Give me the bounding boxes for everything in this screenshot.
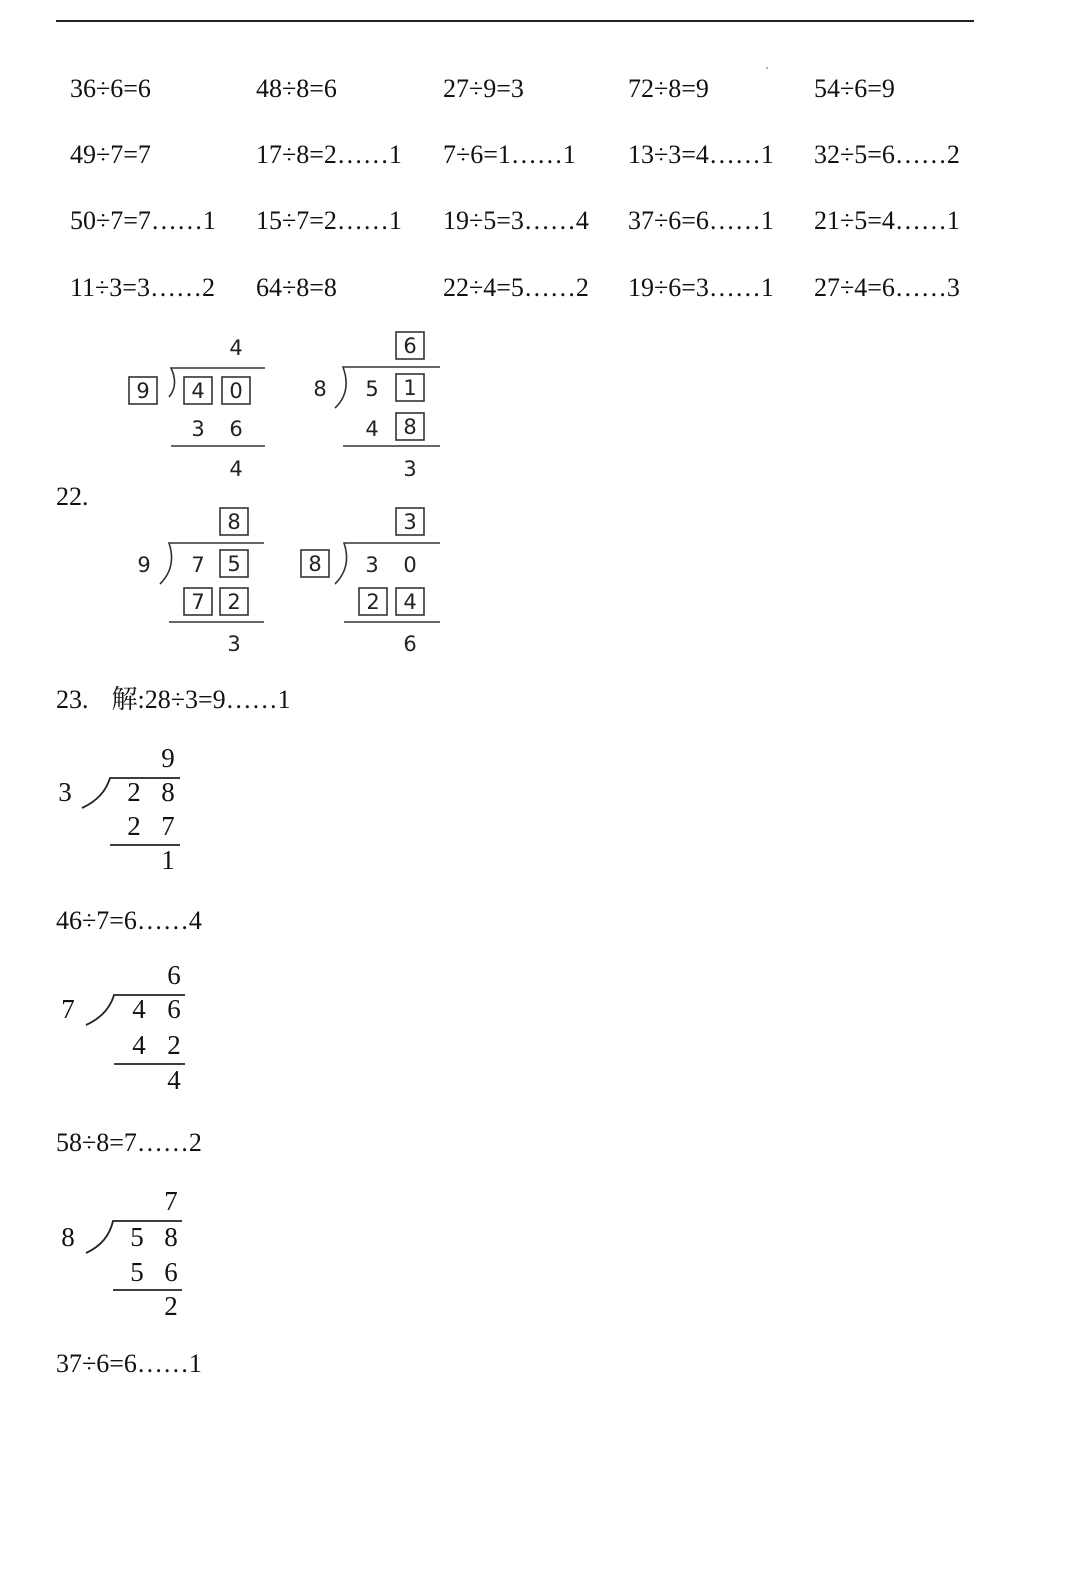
quotient-digit: 4 — [229, 336, 243, 360]
dividend-digit: 2 — [127, 777, 141, 807]
product-digit: 5 — [130, 1257, 144, 1287]
equation: 27÷9=3 — [443, 74, 524, 103]
quotient-digit: 7 — [164, 1186, 178, 1216]
equation: 27÷4=6……3 — [814, 273, 960, 302]
equation: 19÷6=3……1 — [628, 273, 774, 302]
divisor-digit: 8 — [313, 377, 327, 401]
divisor-digit: 8 — [61, 1222, 75, 1252]
equation: 50÷7=7……1 — [70, 206, 216, 235]
product-digit: 4 — [365, 417, 379, 441]
equation: 72÷8=9 — [628, 74, 709, 103]
divisor-digit: 9 — [136, 379, 150, 403]
dividend-digit: 4 — [132, 994, 146, 1024]
remainder-digit: 3 — [403, 457, 417, 481]
dividend-digit: 0 — [403, 553, 417, 577]
equation: 11÷3=3……2 — [70, 273, 215, 302]
quotient-digit: 6 — [403, 334, 417, 358]
remainder-digit: 4 — [229, 457, 243, 481]
equation: 22÷4=5……2 — [443, 273, 589, 302]
product-digit: 7 — [161, 811, 175, 841]
equation: 15÷7=2……1 — [256, 206, 402, 235]
boxed-division-9-into-40 — [129, 336, 265, 481]
equation: 19÷5=3……4 — [443, 206, 589, 235]
equation: 13÷3=4……1 — [628, 140, 774, 169]
product-digit: 8 — [403, 415, 417, 439]
dividend-digit: 6 — [167, 994, 181, 1024]
product-digit: 2 — [227, 590, 241, 614]
dividend-digit: 8 — [161, 777, 175, 807]
dividend-digit: 5 — [130, 1222, 144, 1252]
equation: 36÷6=6 — [70, 74, 151, 103]
long-division-3-into-28 — [58, 743, 180, 875]
division-bracket — [335, 543, 440, 584]
dividend-digit: 4 — [191, 379, 205, 403]
equation: 37÷6=6……1 — [628, 206, 774, 235]
quotient-digit: 6 — [167, 960, 181, 990]
equation: 21÷5=4……1 — [814, 206, 960, 235]
equation: 7÷6=1……1 — [443, 140, 576, 169]
divisor-digit: 8 — [308, 552, 322, 576]
remainder-digit: 2 — [164, 1291, 178, 1321]
divisor-digit: 3 — [58, 777, 72, 807]
dividend-digit: 8 — [164, 1222, 178, 1252]
remainder-digit: 3 — [227, 632, 241, 656]
dividend-digit: 0 — [229, 379, 243, 403]
boxed-division-9-into-75 — [137, 508, 264, 656]
question-23-label: 23. — [56, 685, 89, 714]
long-division-7-into-46 — [61, 960, 185, 1095]
equation: 64÷8=8 — [256, 273, 337, 302]
dividend-digit: 7 — [191, 553, 205, 577]
product-digit: 4 — [403, 590, 417, 614]
divisor-digit: 7 — [61, 994, 75, 1024]
product-digit: 2 — [366, 590, 380, 614]
long-division-8-into-58 — [61, 1186, 182, 1321]
equation: 48÷8=6 — [256, 74, 337, 103]
remainder-digit: 4 — [167, 1065, 181, 1095]
product-digit: 4 — [132, 1030, 146, 1060]
equation: 32÷5=6……2 — [814, 140, 960, 169]
equation-28-div-3: 28÷3=9……1 — [144, 685, 291, 714]
product-digit: 3 — [191, 417, 205, 441]
dividend-digit: 5 — [365, 377, 379, 401]
remainder-digit: 1 — [161, 845, 175, 875]
boxed-division-8-into-30 — [301, 508, 440, 656]
product-digit: 7 — [191, 590, 205, 614]
question-22-label: 22. — [56, 482, 89, 511]
quotient-digit: 3 — [403, 510, 417, 534]
boxed-division-8-into-51 — [313, 332, 440, 481]
equation: 17÷8=2……1 — [256, 140, 402, 169]
quotient-digit: 9 — [161, 743, 175, 773]
quotient-digit: 8 — [227, 510, 241, 534]
product-digit: 6 — [229, 417, 243, 441]
equation-37-div-6: 37÷6=6……1 — [56, 1349, 202, 1378]
equation: 49÷7=7 — [70, 140, 151, 169]
solution-prefix: 解: — [111, 685, 145, 714]
product-digit: 6 — [164, 1257, 178, 1287]
remainder-digit: 6 — [403, 632, 417, 656]
dividend-digit: 1 — [403, 376, 417, 400]
product-digit: 2 — [167, 1030, 181, 1060]
product-digit: 2 — [127, 811, 141, 841]
dividend-digit: 3 — [365, 553, 379, 577]
divisor-digit: 9 — [137, 553, 151, 577]
equation: 54÷6=9 — [814, 74, 895, 103]
equation-46-div-7: 46÷7=6……4 — [56, 906, 202, 935]
dividend-digit: 5 — [227, 552, 241, 576]
equation-58-div-8: 58÷8=7……2 — [56, 1128, 202, 1157]
